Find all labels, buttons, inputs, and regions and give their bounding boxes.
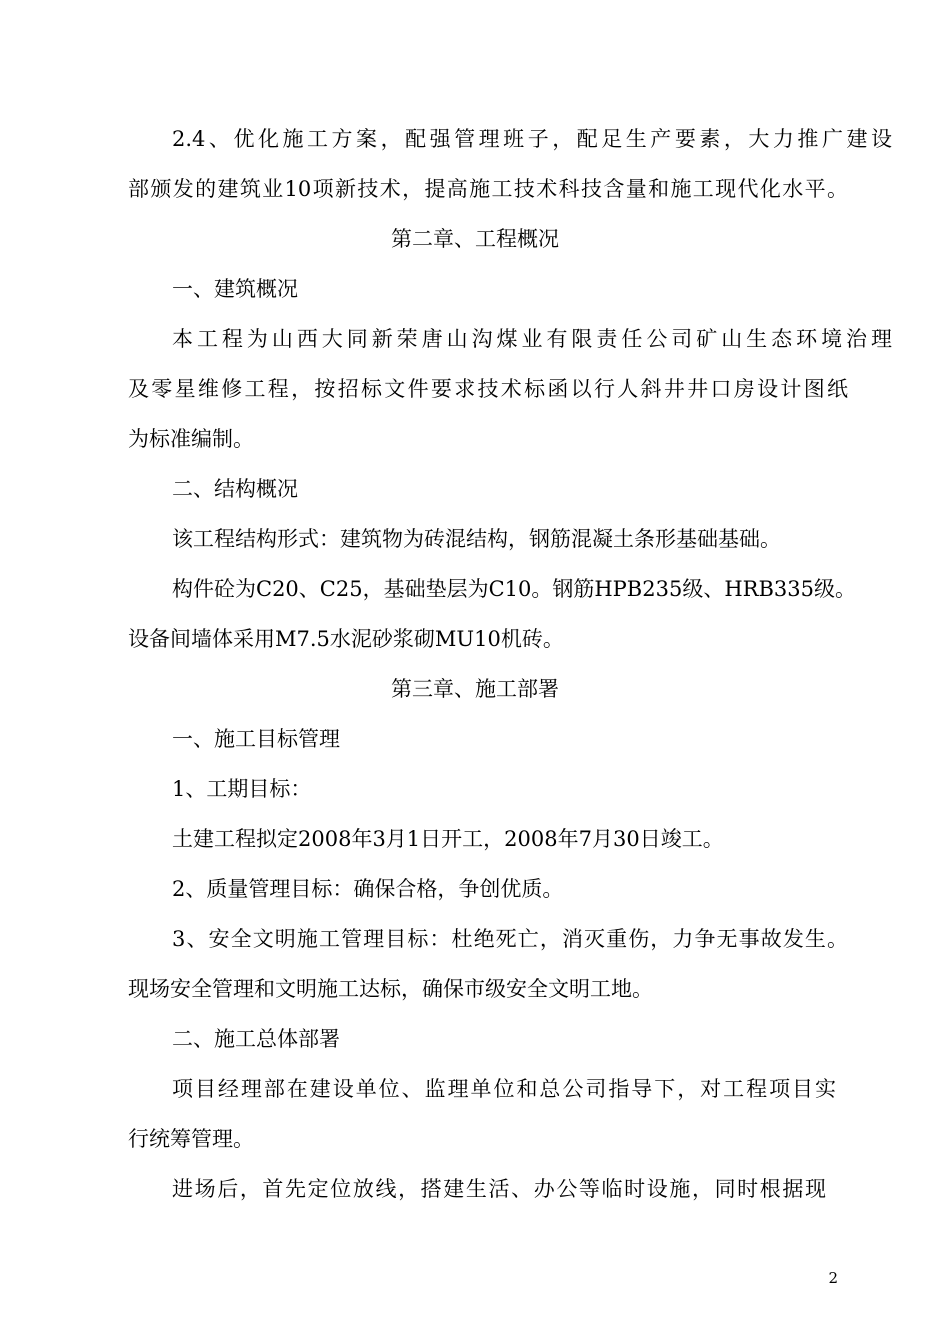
- section-heading: 二、施工总体部署: [172, 1027, 340, 1051]
- paragraph-line: 行统筹管理。: [128, 1127, 254, 1151]
- section-heading: 二、结构概况: [172, 477, 298, 501]
- paragraph-line: 构件砼为C20、C25，基础垫层为C10。钢筋HPB235级、HRB335级。: [172, 577, 856, 601]
- paragraph-line: 部颁发的建筑业10项新技术，提高施工技术科技含量和施工现代化水平。: [128, 177, 848, 201]
- chapter-heading: 第二章、工程概况: [391, 227, 559, 251]
- paragraph-line: 土建工程拟定2008年3月1日开工，2008年7月30日竣工。: [172, 827, 724, 851]
- paragraph-line: 设备间墙体采用M7.5水泥砂浆砌MU10机砖。: [128, 627, 564, 651]
- paragraph-line: 3、安全文明施工管理目标：杜绝死亡，消灭重伤，力争无事故发生。: [172, 927, 848, 951]
- paragraph-line: 现场安全管理和文明施工达标，确保市级安全文明工地。: [128, 977, 653, 1001]
- section-heading: 一、施工目标管理: [172, 727, 340, 751]
- section-heading: 一、建筑概况: [172, 277, 298, 301]
- page-number: 2: [828, 1269, 838, 1287]
- subsection-heading: 1、工期目标：: [172, 777, 312, 801]
- chapter-heading: 第三章、施工部署: [391, 677, 559, 701]
- paragraph-line: 进场后，首先定位放线，搭建生活、办公等临时设施，同时根据现: [172, 1177, 826, 1201]
- paragraph-line: 项目经理部在建设单位、监理单位和总公司指导下，对工程项目实: [172, 1077, 836, 1101]
- paragraph-line: 2.4、优化施工方案，配强管理班子，配足生产要素，大力推广建设: [172, 127, 892, 151]
- paragraph-line: 及零星维修工程，按招标文件要求技术标函以行人斜井井口房设计图纸: [128, 377, 848, 401]
- paragraph-line: 2、质量管理目标：确保合格，争创优质。: [172, 877, 564, 901]
- paragraph-line: 本工程为山西大同新荣唐山沟煤业有限责任公司矿山生态环境治理: [172, 327, 892, 351]
- paragraph-line: 为标准编制。: [128, 427, 254, 451]
- paragraph-line: 该工程结构形式：建筑物为砖混结构，钢筋混凝土条形基础基础。: [172, 527, 781, 551]
